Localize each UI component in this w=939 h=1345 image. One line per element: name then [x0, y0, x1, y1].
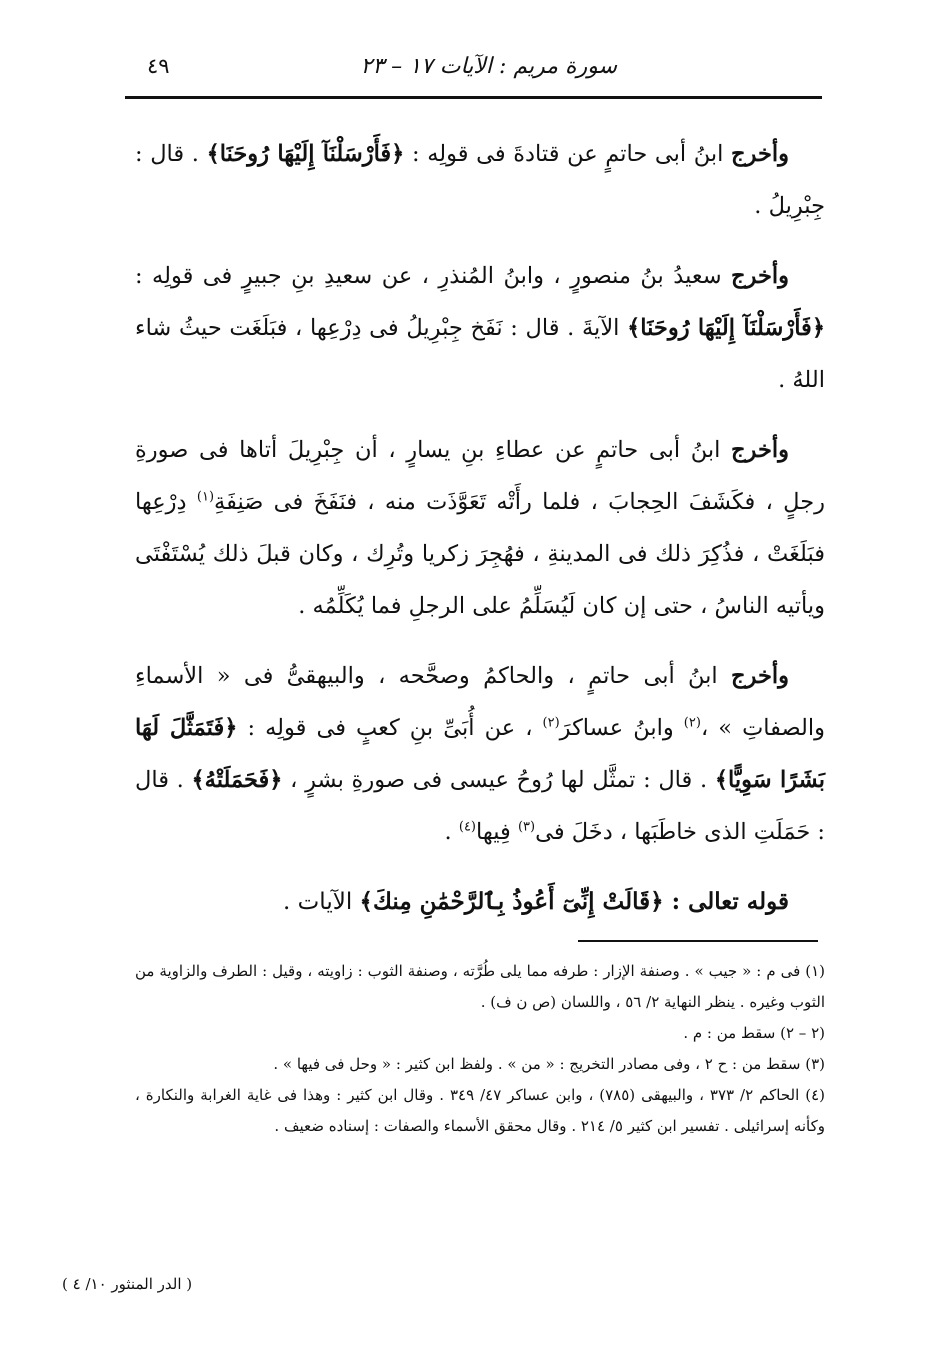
paragraph-text: دِرْعِها فبَلَغَتْ ، فذُكِرَ ذلك فى المدينةِ ، فهُجِرَ زكريا وتُرِك ، وكان قبلَ ذلك يُسْتَفْتَى ويأتيه الناسُ ، حتى إن كان لَيُسَلِّمُ على الرجلِ فما يُكَلِّمُه . [135, 489, 825, 619]
paragraph-text: . قال : تمثَّل لها رُوحُ عيسى فى صورةِ بشرٍ ، [282, 767, 715, 793]
footnotes [135, 956, 825, 1142]
footnote-rule [578, 940, 818, 942]
footnote-marker: (٣) [517, 819, 536, 835]
footnote-3: (٣) سقط من : ح ٢ ، وفى مصادر التخريج : « من » . ولفظ ابن كثير : « وحل فى فيها » . [273, 1055, 825, 1073]
paragraph-text: . قال : حَمَلَتِ الذى خاطَبَها ، دخَلَ فى [135, 767, 825, 845]
footnote-marker: (٤) [458, 819, 476, 835]
paragraph-text: . [444, 819, 459, 845]
paragraph-text: ابنُ أبى حاتمٍ عن قتادةَ فى قولِه : [404, 141, 732, 167]
paragraph-text: ، عن أُبَىِّ بنِ كعبٍ فى قولِه : [237, 715, 543, 741]
paragraph-1 [135, 128, 825, 232]
footnote-marker: (٢) [683, 715, 701, 731]
quran-quote: ﴿فَحَمَلَتْهُ﴾ [191, 767, 283, 793]
page-header [125, 48, 822, 98]
heading-lead: قوله تعالى : [663, 888, 789, 915]
paragraph-4 [135, 650, 825, 858]
paragraph-text: الآيةَ . قال : نَفَخ جِبْرِيلُ فى دِرْعِها ، فبَلَغَت حيثُ شاء اللهُ . [135, 315, 825, 393]
paragraph-3 [135, 424, 825, 632]
footnote-4: (٤) الحاكم ٢/ ٣٧٣ ، والبيهقى (٧٨٥) ، وابن عساكر ٤٧/ ٣٤٩ . وقال ابن كثير : وهذا فى غاية الغرابة والنكارة ، وكأنه إسرائيلى . تفسير ابن كثير ٥/ ٢١٤ . وقال محقق الأسماء والصفات : إسناده ضعيف . [135, 1086, 825, 1135]
paragraph-lead: وأخرج [731, 263, 789, 289]
header-rule [125, 96, 822, 99]
quran-quote: ﴿فَتَمَثَّلَ لَهَا بَشَرًا سَوِيًّا﴾ [135, 715, 825, 793]
paragraph-text: ابنُ أبى حاتمٍ عن عطاءِ بنِ يسارٍ ، أن جِبْرِيلَ أتاها فى صورةِ رجلٍ ، فكَشَفَ الحِجابَ ، فلما رأَتْه تَعَوَّذَت منه ، فنَفَخَ فى صَنِفَةِ [135, 437, 825, 515]
footnote-marker: (١) [196, 489, 215, 505]
footnote-marker: (٢) [542, 715, 560, 731]
footnote-2: (٢ – ٢) سقط من : م . [683, 1024, 825, 1042]
heading-tail: الآيات . [283, 889, 360, 915]
paragraph-lead: وأخرج [731, 437, 789, 463]
paragraph-2 [135, 250, 825, 406]
paragraph-text: فِيها [476, 819, 518, 845]
running-title: سورة مريم : الآيات ١٧ – ٢٣ [360, 54, 617, 79]
paragraph-text: ابنُ أبى حاتمٍ ، والحاكمُ وصحَّحه ، والبيهقىُّ فى « الأسماءِ والصفاتِ » ، [135, 663, 826, 741]
paragraph-lead: وأخرج [731, 663, 789, 689]
source-note: ( الدر المنثور ١٠/ ٤ ) [62, 1275, 193, 1293]
paragraph-lead: وأخرج [731, 141, 789, 167]
page-number: ٤٩ [147, 54, 170, 78]
quran-quote: ﴿فَأَرْسَلْنَآ إِلَيْهَا رُوحَنَا﴾ [206, 141, 405, 167]
quran-quote: ﴿فَأَرْسَلْنَآ إِلَيْهَا رُوحَنَا﴾ [627, 315, 825, 341]
quran-quote: ﴿قَالَتْ إِنِّىٓ أَعُوذُ بِٱلرَّحْمَٰنِ مِنكَ﴾ [359, 888, 664, 915]
paragraph-text: سعيدُ بنُ منصورٍ ، وابنُ المُنذرِ ، عن سعيدِ بنِ جبيرٍ فى قولِه : [135, 263, 732, 289]
verse-heading [135, 876, 825, 928]
footnote-1: (١) فى م : « جيب » . وصنفة الإزار : طرفه مما يلى طُرَّته ، وصنفة الثوب : زاويته ، وقيل : الطرف والزاوية من الثوب وغيره . ينظر النهاية ٢/ ٥٦ ، واللسان (ص ن ف) . [135, 962, 825, 1011]
paragraph-text: وابنُ عساكرَ [559, 715, 684, 741]
main-text [135, 128, 825, 928]
paragraph-text: . قال : جِبْرِيلُ . [135, 141, 825, 219]
